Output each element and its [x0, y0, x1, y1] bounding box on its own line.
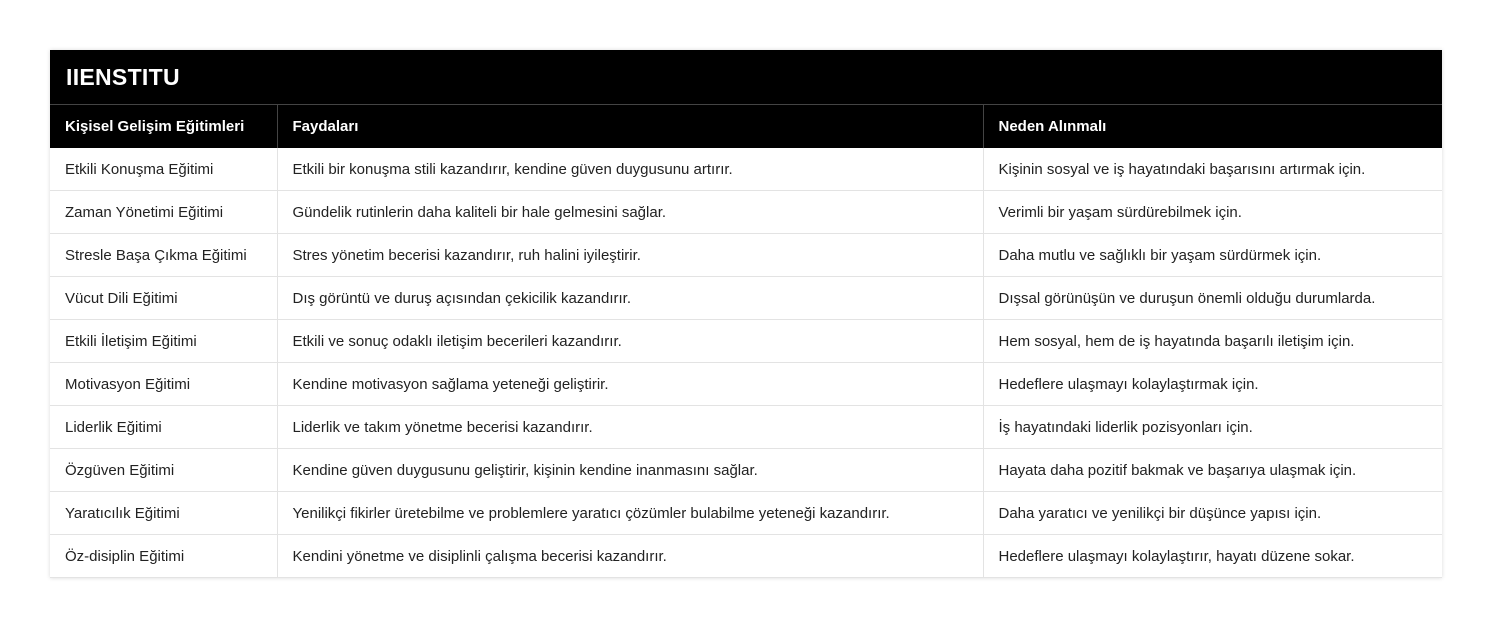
table-row — [50, 363, 1442, 406]
table-row — [50, 406, 1442, 449]
table-row — [50, 148, 1442, 191]
brand-row — [50, 50, 1442, 105]
cell-training: Özgüven Eğitimi — [50, 449, 277, 492]
table-row — [50, 449, 1442, 492]
cell-reason: Daha yaratıcı ve yenilikçi bir düşünce yapısı için. — [983, 492, 1442, 535]
cell-training: Zaman Yönetimi Eğitimi — [50, 191, 277, 234]
cell-benefit: Etkili ve sonuç odaklı iletişim becerileri kazandırır. — [277, 320, 983, 363]
table-row — [50, 320, 1442, 363]
cell-training: Etkili Konuşma Eğitimi — [50, 148, 277, 191]
cell-benefit: Liderlik ve takım yönetme becerisi kazandırır. — [277, 406, 983, 449]
cell-training: Öz-disiplin Eğitimi — [50, 535, 277, 578]
cell-reason: Hedeflere ulaşmayı kolaylaştırmak için. — [983, 363, 1442, 406]
cell-training: Motivasyon Eğitimi — [50, 363, 277, 406]
cell-reason: Kişinin sosyal ve iş hayatındaki başarısını artırmak için. — [983, 148, 1442, 191]
cell-training: Stresle Başa Çıkma Eğitimi — [50, 234, 277, 277]
column-header-why: Neden Alınmalı — [983, 105, 1442, 149]
cell-reason: Hayata daha pozitif bakmak ve başarıya ulaşmak için. — [983, 449, 1442, 492]
column-header-benefits: Faydaları — [277, 105, 983, 149]
cell-benefit: Kendine güven duygusunu geliştirir, kişinin kendine inanmasını sağlar. — [277, 449, 983, 492]
header-row — [50, 105, 1442, 149]
table-row — [50, 492, 1442, 535]
column-header-training: Kişisel Gelişim Eğitimleri — [50, 105, 277, 149]
cell-reason: Hem sosyal, hem de iş hayatında başarılı iletişim için. — [983, 320, 1442, 363]
cell-training: Yaratıcılık Eğitimi — [50, 492, 277, 535]
table-row — [50, 277, 1442, 320]
training-table — [50, 50, 1442, 578]
table-row — [50, 234, 1442, 277]
cell-benefit: Kendini yönetme ve disiplinli çalışma becerisi kazandırır. — [277, 535, 983, 578]
brand-title: IIENSTITU — [50, 50, 1442, 105]
table-row — [50, 535, 1442, 578]
cell-reason: İş hayatındaki liderlik pozisyonları için. — [983, 406, 1442, 449]
cell-reason: Dışsal görünüşün ve duruşun önemli olduğu durumlarda. — [983, 277, 1442, 320]
cell-benefit: Gündelik rutinlerin daha kaliteli bir hale gelmesini sağlar. — [277, 191, 983, 234]
cell-reason: Verimli bir yaşam sürdürebilmek için. — [983, 191, 1442, 234]
cell-benefit: Yenilikçi fikirler üretebilme ve problemlere yaratıcı çözümler bulabilme yeteneği kazandırır. — [277, 492, 983, 535]
table-row — [50, 191, 1442, 234]
cell-reason: Hedeflere ulaşmayı kolaylaştırır, hayatı düzene sokar. — [983, 535, 1442, 578]
training-table-container — [50, 50, 1442, 578]
cell-benefit: Dış görüntü ve duruş açısından çekicilik kazandırır. — [277, 277, 983, 320]
cell-training: Etkili İletişim Eğitimi — [50, 320, 277, 363]
cell-benefit: Stres yönetim becerisi kazandırır, ruh halini iyileştirir. — [277, 234, 983, 277]
cell-training: Vücut Dili Eğitimi — [50, 277, 277, 320]
cell-benefit: Etkili bir konuşma stili kazandırır, kendine güven duygusunu artırır. — [277, 148, 983, 191]
cell-training: Liderlik Eğitimi — [50, 406, 277, 449]
cell-benefit: Kendine motivasyon sağlama yeteneği geliştirir. — [277, 363, 983, 406]
cell-reason: Daha mutlu ve sağlıklı bir yaşam sürdürmek için. — [983, 234, 1442, 277]
